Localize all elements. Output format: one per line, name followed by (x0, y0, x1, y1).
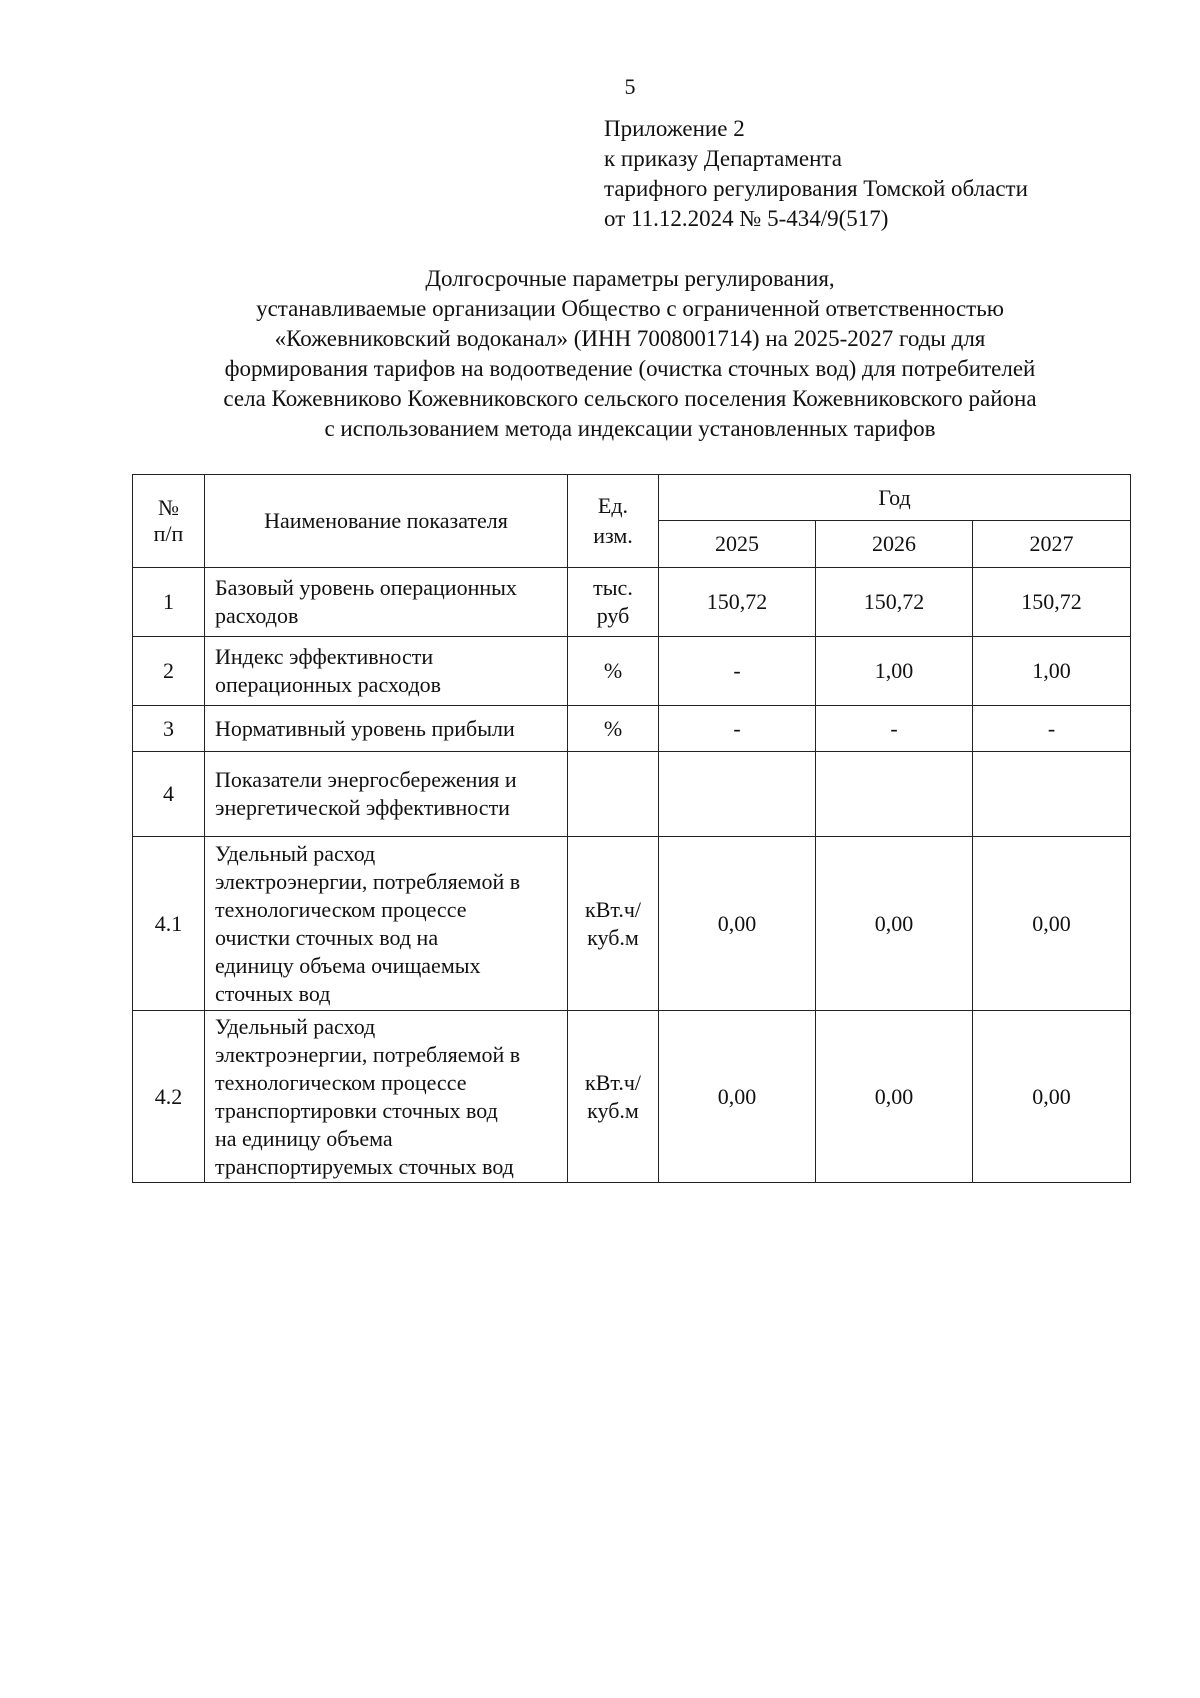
row-name-line: Удельный расход (215, 840, 376, 866)
row-value-2026: 0,00 (816, 1011, 973, 1183)
row-value-2026: - (816, 706, 973, 752)
row-value-2026: 1,00 (816, 637, 973, 706)
row-value-2026: 150,72 (816, 568, 973, 637)
row-value-2025: 150,72 (659, 568, 816, 637)
header-unit-line: изм. (593, 523, 633, 548)
table-row (133, 568, 1131, 637)
row-unit-line: тыс. (593, 575, 633, 600)
row-value-2026 (816, 752, 973, 837)
row-value-2025: - (659, 637, 816, 706)
row-num: 3 (133, 706, 205, 752)
row-unit (568, 837, 659, 1011)
row-value-2027 (973, 752, 1131, 837)
title-line: с использованием метода индексации установленных тарифов (324, 416, 936, 441)
row-name-line: очистки сточных вод на (215, 924, 439, 950)
row-num: 2 (133, 637, 205, 706)
header-year-2026: 2026 (816, 521, 973, 568)
row-name-line: технологическом процессе (215, 896, 467, 922)
row-name-line: Показатели энергосбережения и (215, 767, 517, 792)
row-name-line: транспортировки сточных вод (215, 1097, 498, 1123)
header-year-group: Год (659, 475, 1131, 521)
row-name-line: операционных расходов (215, 672, 442, 697)
parameters-table (132, 474, 1131, 1183)
title-line: села Кожевниково Кожевниковского сельского поселения Кожевниковского района (223, 386, 1037, 411)
appendix-line: от 11.12.2024 № 5-434/9(517) (604, 206, 889, 231)
row-value-2025 (659, 752, 816, 837)
header-row (133, 475, 1131, 521)
row-unit (568, 1011, 659, 1183)
row-num: 4.2 (133, 1011, 205, 1183)
appendix-block (604, 114, 1028, 234)
document-title (130, 264, 1130, 444)
header-num (133, 475, 205, 568)
row-name (205, 706, 568, 752)
appendix-line: тарифного регулирования Томской области (604, 176, 1028, 201)
row-unit-line: кВт.ч/ (585, 1069, 641, 1095)
table-row (133, 637, 1131, 706)
row-unit-line: руб (596, 603, 630, 628)
row-unit (568, 568, 659, 637)
row-name (205, 1011, 568, 1183)
table-row (133, 706, 1131, 752)
row-value-2027: 150,72 (973, 568, 1131, 637)
row-num: 1 (133, 568, 205, 637)
title-line: Долгосрочные параметры регулирования, (425, 266, 835, 291)
row-unit-line: кВт.ч/ (585, 896, 641, 922)
table-row (133, 752, 1131, 837)
row-name-line: Нормативный уровень прибыли (215, 715, 515, 741)
row-unit (568, 706, 659, 752)
row-value-2025: 0,00 (659, 1011, 816, 1183)
header-num-line: № (158, 495, 179, 520)
row-unit-line: куб.м (587, 1097, 639, 1123)
header-unit-line: Ед. (597, 493, 629, 518)
row-unit-line: % (603, 715, 623, 741)
table-row (133, 837, 1131, 1011)
page-number: 5 (624, 74, 636, 99)
row-name (205, 568, 568, 637)
title-line: устанавливаемые организации Общество с ограниченной ответственностью (256, 296, 1004, 321)
row-value-2025: 0,00 (659, 837, 816, 1011)
appendix-line: Приложение 2 (604, 116, 745, 141)
table-row (133, 1011, 1131, 1183)
title-line: формирования тарифов на водоотведение (очистка сточных вод) для потребителей (224, 356, 1036, 381)
row-name-line: Базовый уровень операционных (215, 575, 517, 600)
header-name: Наименование показателя (205, 475, 568, 568)
row-name-line: технологическом процессе (215, 1069, 467, 1095)
row-unit (568, 637, 659, 706)
row-name-line: электроэнергии, потребляемой в (215, 1041, 521, 1067)
row-name-line: единицу объема очищаемых (215, 952, 481, 978)
row-num: 4.1 (133, 837, 205, 1011)
row-num: 4 (133, 752, 205, 837)
row-name (205, 837, 568, 1011)
header-num-line: п/п (153, 521, 184, 546)
row-name-line: Индекс эффективности (215, 644, 434, 669)
row-value-2027: 0,00 (973, 1011, 1131, 1183)
header-year-2027: 2027 (973, 521, 1131, 568)
row-name-line: энергетической эффективности (215, 795, 510, 820)
row-value-2026: 0,00 (816, 837, 973, 1011)
row-value-2027: - (973, 706, 1131, 752)
header-unit (568, 475, 659, 568)
row-name-line: сточных вод (215, 980, 331, 1006)
row-value-2025: - (659, 706, 816, 752)
row-name-line: транспортируемых сточных вод (215, 1153, 514, 1179)
row-unit-line: куб.м (587, 924, 639, 950)
row-value-2027: 1,00 (973, 637, 1131, 706)
header-year-2025: 2025 (659, 521, 816, 568)
title-line: «Кожевниковский водоканал» (ИНН 7008001714) на 2025-2027 годы для (274, 326, 986, 351)
row-name (205, 637, 568, 706)
row-name-line: Удельный расход (215, 1013, 376, 1039)
row-unit-line: % (603, 658, 623, 683)
row-unit (568, 752, 659, 837)
appendix-line: к приказу Департамента (604, 146, 842, 171)
row-name-line: на единицу объема (215, 1125, 393, 1151)
row-name-line: электроэнергии, потребляемой в (215, 868, 521, 894)
row-value-2027: 0,00 (973, 837, 1131, 1011)
row-name (205, 752, 568, 837)
row-name-line: расходов (215, 603, 299, 628)
